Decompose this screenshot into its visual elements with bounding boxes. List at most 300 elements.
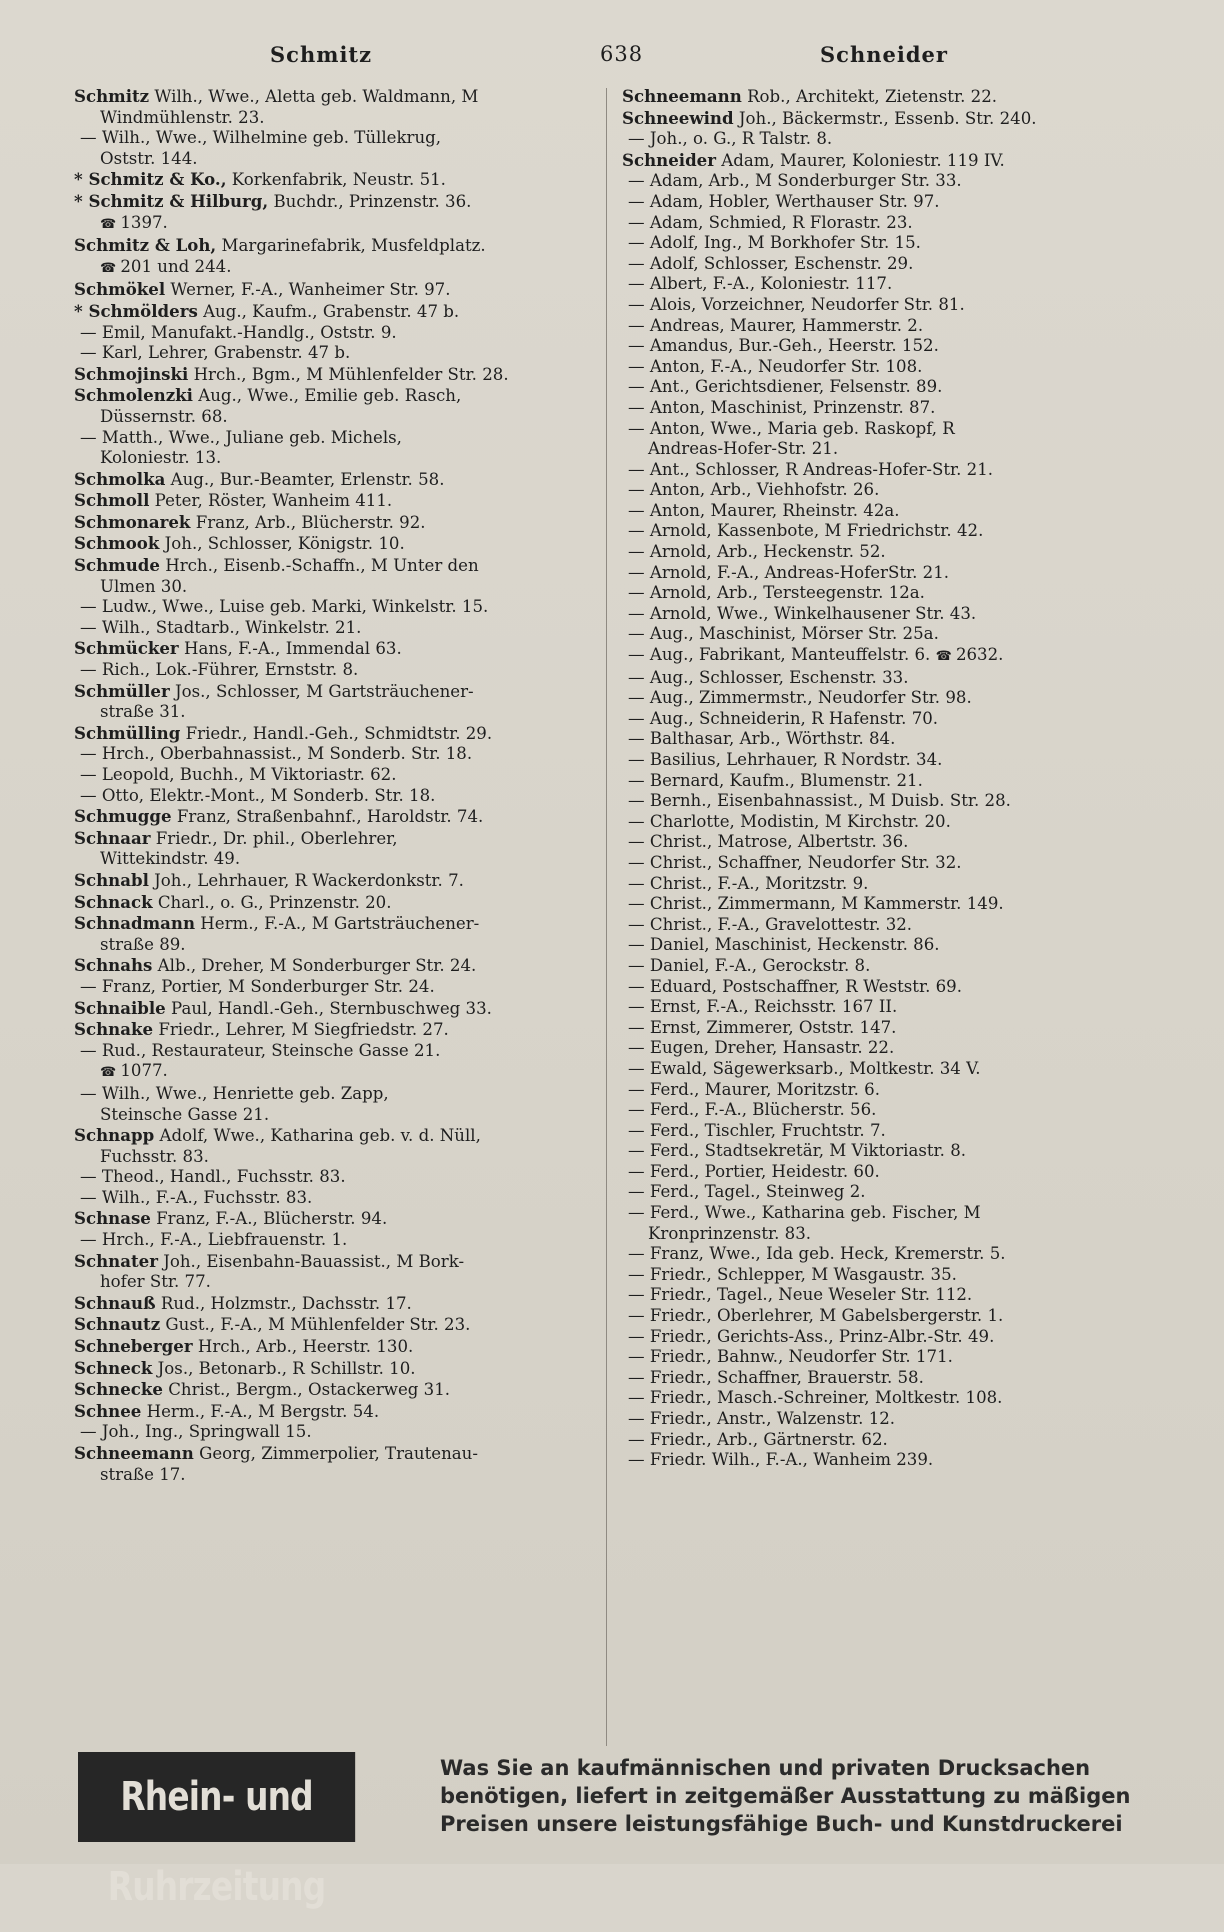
directory-entry — [622, 1368, 1142, 1389]
entry-surname: Schnauß — [74, 1292, 156, 1313]
directory-entry — [622, 1306, 1142, 1327]
directory-entry — [622, 377, 1142, 398]
entry-text: Hans, F.-A., Immendal 63. — [183, 639, 402, 659]
entry-surname: Schneberger — [74, 1336, 193, 1357]
directory-entry — [74, 1167, 604, 1188]
header-left-keyword: Schmitz — [270, 42, 373, 67]
entry-text: straße 31. — [100, 702, 186, 722]
directory-entry — [622, 832, 1142, 853]
header-right-keyword: Schneider — [820, 42, 948, 67]
directory-entry — [74, 828, 604, 850]
entry-text: Georg, Zimmerpolier, Trautenau- — [199, 1444, 478, 1463]
advertisement-text — [440, 1754, 1140, 1838]
entry-text: Adam, Schmied, R Florastr. 23. — [649, 212, 913, 232]
entry-text: Hrch., Arb., Heerstr. 130. — [197, 1337, 414, 1357]
entry-text: Friedr., Handl.-Geh., Schmidtstr. 29. — [185, 723, 493, 743]
entry-text: Daniel, F.-A., Gerockstr. 8. — [649, 955, 871, 975]
entry-surname: Schnabl — [74, 869, 149, 890]
entry-surname: Schmitz — [74, 86, 150, 106]
directory-entry — [622, 688, 1142, 709]
directory-entry — [622, 1018, 1142, 1039]
telephone-number: ☎ 1397. — [100, 213, 168, 232]
entry-text: Ant., Schlosser, R Andreas-Hofer-Str. 21. — [649, 459, 994, 479]
entry-text: Adam, Maurer, Koloniestr. 119 IV. — [721, 150, 1005, 170]
directory-entry — [622, 1327, 1142, 1348]
entry-text: Andreas, Maurer, Hammerstr. 2. — [649, 315, 924, 335]
entry-text: Amandus, Bur.-Geh., Heerstr. 152. — [649, 336, 939, 356]
directory-entry — [74, 765, 604, 786]
entry-text: Karl, Lehrer, Grabenstr. 47 b. — [101, 343, 351, 363]
entry-text: Ferd., Maurer, Moritzstr. 6. — [649, 1079, 880, 1099]
entry-surname: Schmolenzki — [74, 385, 193, 406]
directory-entry — [622, 86, 1142, 108]
directory-entry — [74, 892, 604, 914]
entry-text: Alb., Dreher, M Sonderburger Str. 24. — [157, 956, 477, 976]
directory-entry — [74, 213, 604, 236]
directory-entry — [622, 1224, 1142, 1245]
entry-text: Emil, Manufakt.-Handlg., Oststr. 9. — [101, 322, 397, 342]
directory-entry — [622, 668, 1142, 689]
entry-surname: Schnee — [74, 1400, 142, 1421]
entry-text: Friedr. Wilh., F.-A., Wanheim 239. — [649, 1450, 934, 1470]
directory-entry — [74, 555, 604, 577]
directory-entry — [74, 1019, 604, 1041]
directory-entry — [74, 998, 604, 1020]
directory-entry — [622, 1121, 1142, 1142]
entry-text: Jos., Schlosser, M Gartsträuchener- — [174, 681, 474, 701]
directory-entry — [622, 1162, 1142, 1183]
directory-entry — [74, 512, 604, 534]
entry-text: Rob., Architekt, Zietenstr. 22. — [747, 87, 998, 106]
entry-text: Ferd., Wwe., Katharina geb. Fischer, M — [649, 1203, 981, 1223]
directory-entry — [74, 128, 604, 149]
directory-entry — [74, 1251, 604, 1273]
entry-text: Friedr., Schlepper, M Wasgaustr. 35. — [649, 1264, 957, 1284]
directory-entry — [74, 448, 604, 469]
directory-entry — [622, 1265, 1142, 1286]
entry-surname: Schmugge — [74, 806, 172, 827]
entry-text: Fuchsstr. 83. — [100, 1146, 209, 1166]
entry-text: Joh., Bäckermstr., Essenb. Str. 240. — [738, 108, 1037, 128]
directory-entry — [622, 853, 1142, 874]
entry-surname: Schmülling — [74, 722, 181, 743]
entry-text: Adolf, Schlosser, Eschenstr. 29. — [649, 253, 914, 273]
entry-text: Franz, F.-A., Blücherstr. 94. — [156, 1209, 388, 1229]
directory-entry — [622, 1080, 1142, 1101]
entry-text: Eugen, Dreher, Hansastr. 22. — [649, 1038, 895, 1058]
entry-text: Aug., Maschinist, Mörser Str. 25a. — [649, 624, 939, 644]
entry-surname: Schneemann — [74, 1443, 194, 1463]
entry-text: Joh., Eisenbahn-Bauassist., M Bork- — [163, 1251, 465, 1271]
entry-surname: Schmüller — [74, 680, 170, 701]
directory-entry — [622, 1285, 1142, 1306]
entry-surname: Schmonarek — [74, 511, 191, 532]
entry-text: Friedr., Bahnw., Neudorfer Str. 171. — [649, 1347, 953, 1367]
entry-text: Wilh., Wwe., Aletta geb. Waldmann, M — [154, 87, 479, 106]
entry-text: Ant., Gerichtsdiener, Felsenstr. 89. — [649, 377, 943, 397]
directory-entry — [622, 357, 1142, 378]
entry-text: Adam, Hobler, Werthauser Str. 97. — [649, 191, 940, 211]
entry-text: Matth., Wwe., Juliane geb. Michels, — [101, 427, 402, 447]
entry-text: Aug., Fabrikant, Manteuffelstr. 6. — [649, 645, 931, 665]
entry-text: Friedr., Masch.-Schreiner, Moltkestr. 108. — [649, 1388, 1003, 1408]
directory-entry — [622, 604, 1142, 625]
entry-text: Franz, Arb., Blücherstr. 92. — [195, 512, 426, 532]
entry-text: Rud., Restaurateur, Steinsche Gasse 21. — [101, 1040, 441, 1060]
entry-surname: Schnaar — [74, 827, 151, 848]
directory-entry — [622, 1388, 1142, 1409]
entry-text: Arnold, Arb., Tersteegenstr. 12a. — [649, 583, 925, 603]
directory-entry — [622, 1038, 1142, 1059]
entry-text: Rich., Lok.-Führer, Ernststr. 8. — [101, 660, 359, 680]
entry-text: Anton, Maschinist, Prinzenstr. 87. — [649, 397, 936, 417]
directory-entry — [74, 1230, 604, 1251]
column-divider — [606, 88, 607, 1746]
entry-text: Arnold, Arb., Heckenstr. 52. — [649, 542, 886, 562]
directory-entry — [74, 977, 604, 998]
entry-surname: Schnack — [74, 891, 153, 912]
entry-text: straße 17. — [100, 1464, 186, 1484]
entry-text: Aug., Zimmermstr., Neudorfer Str. 98. — [649, 688, 972, 708]
directory-entry — [74, 913, 604, 935]
directory-entry — [622, 563, 1142, 584]
directory-entry — [622, 750, 1142, 771]
directory-entry — [622, 624, 1142, 645]
entry-text: Gust., F.-A., M Mühlenfelder Str. 23. — [165, 1315, 471, 1335]
directory-entry — [74, 638, 604, 660]
directory-entry — [74, 1208, 604, 1230]
entry-text: Hrch., Bgm., M Mühlenfelder Str. 28. — [193, 364, 509, 384]
directory-entry — [622, 480, 1142, 501]
telephone-number: ☎ 2632. — [936, 645, 1004, 664]
entry-text: Werner, F.-A., Wanheimer Str. 97. — [170, 280, 451, 300]
telephone-number: ☎ 1077. — [100, 1061, 168, 1080]
entry-text: Franz, Straßenbahnf., Haroldstr. 74. — [176, 807, 484, 827]
entry-text: Friedr., Dr. phil., Oberlehrer, — [155, 828, 398, 848]
directory-entry — [622, 460, 1142, 481]
directory-entry — [74, 1084, 604, 1105]
directory-entry — [622, 129, 1142, 150]
directory-entry — [74, 577, 604, 598]
directory-entry — [74, 385, 604, 407]
directory-entry — [622, 336, 1142, 357]
entry-text: Koloniestr. 13. — [100, 448, 222, 468]
directory-entry — [622, 1203, 1142, 1224]
directory-entry — [74, 1465, 604, 1486]
directory-entry — [74, 1272, 604, 1293]
directory-entry — [74, 1336, 604, 1358]
directory-entry — [74, 786, 604, 807]
directory-entry — [74, 1422, 604, 1443]
entry-text: Bernh., Eisenbahnassist., M Duisb. Str. 28. — [649, 791, 1011, 811]
entry-text: Ferd., Tagel., Steinweg 2. — [649, 1182, 866, 1202]
entry-text: Ernst, Zimmerer, Oststr. 147. — [649, 1017, 897, 1037]
ad-line: Preisen unsere leistungsfähige Buch- und Kunstdruckerei — [440, 1812, 1123, 1836]
newspaper-logo: Rhein- und Ruhrzeitung — [78, 1752, 355, 1842]
left-column — [74, 86, 604, 1485]
entry-text: Adam, Arb., M Sonderburger Str. 33. — [649, 171, 962, 191]
entry-surname: Schneewind — [622, 107, 734, 128]
ad-line: benötigen, liefert in zeitgemäßer Ausstattung zu mäßigen — [440, 1784, 1131, 1808]
entry-surname: Schnake — [74, 1019, 154, 1040]
entry-text: Aug., Schneiderin, R Hafenstr. 70. — [649, 708, 939, 728]
directory-entry — [622, 729, 1142, 750]
entry-text: Aug., Kaufm., Grabenstr. 47 b. — [203, 301, 460, 321]
directory-entry — [622, 150, 1142, 172]
entry-text: Ferd., F.-A., Blücherstr. 56. — [649, 1100, 877, 1120]
entry-surname: Schmook — [74, 533, 160, 554]
directory-entry — [622, 1059, 1142, 1080]
entry-text: Oststr. 144. — [100, 148, 198, 168]
entry-text: Wilh., Wwe., Wilhelmine geb. Tüllekrug, — [101, 128, 442, 148]
entry-text: Eduard, Postschaffner, R Weststr. 69. — [649, 976, 963, 996]
entry-text: Anton, Maurer, Rheinstr. 42a. — [649, 500, 900, 520]
directory-entry — [622, 874, 1142, 895]
entry-text: Ferd., Tischler, Fruchtstr. 7. — [649, 1120, 886, 1140]
directory-entry — [622, 583, 1142, 604]
entry-text: Buchdr., Prinzenstr. 36. — [273, 191, 472, 211]
directory-entry — [622, 501, 1142, 522]
entry-text: Arnold, F.-A., Andreas-HoferStr. 21. — [649, 562, 950, 582]
entry-text: Basilius, Lehrhauer, R Nordstr. 34. — [649, 750, 943, 769]
directory-entry — [622, 1141, 1142, 1162]
entry-text: Ernst, F.-A., Reichsstr. 167 II. — [649, 997, 898, 1017]
entry-text: Aug., Schlosser, Eschenstr. 33. — [649, 667, 909, 687]
telephone-number: ☎ 201 und 244. — [100, 257, 232, 276]
entry-surname: * Schmitz & Ko., — [74, 169, 227, 190]
entry-text: Anton, Wwe., Maria geb. Raskopf, R — [649, 418, 955, 438]
directory-entry — [622, 398, 1142, 419]
entry-text: Wilh., Stadtarb., Winkelstr. 21. — [101, 617, 362, 637]
directory-entry — [74, 1041, 604, 1062]
entry-text: Steinsche Gasse 21. — [100, 1104, 270, 1124]
directory-entry — [74, 1188, 604, 1209]
directory-entry — [622, 956, 1142, 977]
directory-entry — [622, 812, 1142, 833]
entry-text: Balthasar, Arb., Wörthstr. 84. — [649, 729, 896, 749]
entry-text: Herm., F.-A., M Gartsträuchener- — [200, 914, 480, 934]
entry-surname: Schmolka — [74, 468, 166, 489]
entry-text: Hrch., F.-A., Liebfrauenstr. 1. — [101, 1230, 348, 1250]
directory-entry — [622, 791, 1142, 812]
entry-surname: Schneider — [622, 149, 716, 170]
entry-text: Herm., F.-A., M Bergstr. 54. — [146, 1401, 380, 1421]
directory-entry — [74, 1401, 604, 1423]
directory-entry — [622, 709, 1142, 730]
directory-entry — [622, 439, 1142, 460]
entry-text: Christ., Schaffner, Neudorfer Str. 32. — [649, 852, 962, 872]
directory-entry — [74, 660, 604, 681]
entry-text: Franz, Wwe., Ida geb. Heck, Kremerstr. 5. — [649, 1244, 1006, 1264]
directory-entry — [74, 257, 604, 280]
directory-entry — [74, 428, 604, 449]
directory-entry — [74, 849, 604, 870]
entry-surname: Schnecke — [74, 1379, 163, 1400]
entry-text: Charl., o. G., Prinzenstr. 20. — [157, 892, 392, 912]
directory-entry — [622, 316, 1142, 337]
directory-entry — [622, 192, 1142, 213]
directory-entry — [622, 645, 1142, 668]
entry-text: Düssernstr. 68. — [100, 406, 228, 426]
entry-text: Alois, Vorzeichner, Neudorfer Str. 81. — [649, 294, 965, 314]
entry-text: Adolf, Wwe., Katharina geb. v. d. Nüll, — [159, 1126, 481, 1146]
directory-entry — [74, 108, 604, 129]
directory-entry — [622, 771, 1142, 792]
page-number: 638 — [600, 42, 644, 66]
directory-entry — [622, 1100, 1142, 1121]
entry-text: Friedr., Schaffner, Brauerstr. 58. — [649, 1367, 924, 1387]
entry-surname: Schnadmann — [74, 913, 196, 934]
directory-entry — [74, 681, 604, 703]
entry-text: Jos., Betonarb., R Schillstr. 10. — [157, 1358, 416, 1378]
entry-text: Adolf, Ing., M Borkhofer Str. 15. — [649, 233, 921, 253]
directory-entry — [74, 1125, 604, 1147]
entry-text: Otto, Elektr.-Mont., M Sonderb. Str. 18. — [101, 785, 436, 805]
directory-entry — [74, 723, 604, 745]
entry-text: Ulmen 30. — [100, 576, 188, 596]
entry-text: Ferd., Portier, Heidestr. 60. — [649, 1161, 880, 1181]
entry-surname: * Schmölders — [74, 300, 198, 321]
entry-text: Joh., Ing., Springwall 15. — [101, 1422, 312, 1442]
directory-entry — [74, 806, 604, 828]
entry-text: Wilh., F.-A., Fuchsstr. 83. — [101, 1187, 313, 1207]
directory-entry — [74, 469, 604, 491]
directory-entry — [74, 343, 604, 364]
entry-surname: Schnautz — [74, 1314, 161, 1335]
entry-text: Peter, Röster, Wanheim 411. — [154, 491, 393, 511]
entry-text: Christ., Zimmermann, M Kammerstr. 149. — [649, 894, 1004, 914]
entry-text: Windmühlenstr. 23. — [100, 107, 265, 127]
directory-entry — [74, 744, 604, 765]
entry-text: Anton, F.-A., Neudorfer Str. 108. — [649, 356, 923, 376]
directory-entry — [74, 597, 604, 618]
directory-entry — [74, 533, 604, 555]
entry-text: Christ., F.-A., Gravelottestr. 32. — [649, 914, 913, 934]
directory-entry — [622, 1409, 1142, 1430]
entry-surname: Schnaible — [74, 997, 166, 1018]
entry-text: Ewald, Sägewerksarb., Moltkestr. 34 V. — [649, 1058, 981, 1078]
entry-text: Arnold, Kassenbote, M Friedrichstr. 42. — [649, 521, 984, 541]
entry-text: Franz, Portier, M Sonderburger Str. 24. — [101, 976, 435, 996]
directory-entry — [74, 301, 604, 323]
directory-entry — [622, 108, 1142, 130]
entry-surname: Schneemann — [622, 86, 742, 106]
directory-entry — [622, 542, 1142, 563]
entry-text: Arnold, Wwe., Winkelhausener Str. 43. — [649, 603, 977, 623]
entry-text: Wilh., Wwe., Henriette geb. Zapp, — [101, 1083, 389, 1103]
entry-surname: * Schmitz & Hilburg, — [74, 190, 269, 211]
entry-surname: Schmoll — [74, 490, 150, 511]
entry-text: Anton, Arb., Viehhofstr. 26. — [649, 480, 880, 500]
entry-text: Charlotte, Modistin, M Kirchstr. 20. — [649, 811, 951, 831]
entry-surname: Schnater — [74, 1250, 158, 1271]
entry-text: Albert, F.-A., Koloniestr. 117. — [649, 274, 893, 294]
directory-entry — [622, 171, 1142, 192]
directory-entry — [74, 955, 604, 977]
entry-surname: Schnapp — [74, 1125, 155, 1146]
directory-entry — [74, 1061, 604, 1084]
entry-text: Kronprinzenstr. 83. — [648, 1223, 812, 1243]
entry-text: Joh., o. G., R Talstr. 8. — [649, 129, 833, 149]
entry-text: Paul, Handl.-Geh., Sternbuschweg 33. — [171, 998, 492, 1018]
directory-entry — [74, 1358, 604, 1380]
entry-surname: Schmojinski — [74, 363, 189, 384]
right-column — [622, 86, 1142, 1471]
entry-text: Friedr., Anstr., Walzenstr. 12. — [649, 1409, 896, 1428]
entry-text: Ludw., Wwe., Luise geb. Marki, Winkelstr. 15. — [101, 597, 489, 617]
entry-text: straße 89. — [100, 934, 186, 954]
entry-text: Friedr., Lehrer, M Siegfriedstr. 27. — [158, 1020, 449, 1040]
directory-entry — [622, 1450, 1142, 1471]
entry-surname: Schmücker — [74, 638, 179, 659]
directory-entry — [74, 1147, 604, 1168]
ad-line: Was Sie an kaufmännischen und privaten Drucksachen — [440, 1756, 1091, 1780]
advertisement — [78, 1752, 1138, 1910]
entry-surname: Schmude — [74, 555, 160, 576]
entry-text: Andreas-Hofer-Str. 21. — [648, 439, 839, 459]
entry-surname: Schnase — [74, 1208, 151, 1229]
directory-entry — [622, 977, 1142, 998]
entry-text: Christ., F.-A., Moritzstr. 9. — [649, 873, 869, 893]
entry-text: Friedr., Gerichts-Ass., Prinz-Albr.-Str. 49. — [649, 1326, 995, 1346]
directory-entry — [622, 419, 1142, 440]
entry-text: Aug., Bur.-Beamter, Erlenstr. 58. — [170, 469, 445, 489]
entry-text: Ferd., Stadtsekretär, M Viktoriastr. 8. — [649, 1141, 967, 1161]
directory-entry — [74, 323, 604, 344]
entry-text: Hrch., Eisenb.-Schaffn., M Unter den — [165, 556, 479, 576]
directory-entry — [74, 1443, 604, 1465]
entry-text: Friedr., Tagel., Neue Weseler Str. 112. — [649, 1285, 973, 1305]
directory-entry — [622, 935, 1142, 956]
entry-text: Joh., Lehrhauer, R Wackerdonkstr. 7. — [154, 870, 464, 890]
directory-entry — [74, 407, 604, 428]
entry-text: Korkenfabrik, Neustr. 51. — [231, 170, 446, 190]
entry-text: Friedr., Arb., Gärtnerstr. 62. — [649, 1429, 888, 1449]
directory-entry — [622, 915, 1142, 936]
entry-text: Aug., Wwe., Emilie geb. Rasch, — [198, 386, 462, 406]
directory-entry — [74, 1314, 604, 1336]
directory-entry — [74, 364, 604, 386]
entry-text: Hrch., Oberbahnassist., M Sonderb. Str. 18. — [101, 744, 473, 764]
entry-text: Friedr., Oberlehrer, M Gabelsbergerstr. 1. — [649, 1306, 1004, 1326]
entry-text: Leopold, Buchh., M Viktoriastr. 62. — [101, 765, 397, 784]
directory-entry — [622, 1347, 1142, 1368]
directory-entry — [74, 86, 604, 108]
directory-entry — [74, 1105, 604, 1126]
directory-entry — [622, 1182, 1142, 1203]
directory-entry — [622, 254, 1142, 275]
directory-entry — [74, 279, 604, 301]
entry-text: Daniel, Maschinist, Heckenstr. 86. — [649, 935, 940, 955]
directory-entry — [74, 149, 604, 170]
directory-entry — [622, 1244, 1142, 1265]
directory-entry — [74, 490, 604, 512]
directory-entry — [622, 521, 1142, 542]
directory-entry — [622, 894, 1142, 915]
directory-entry — [74, 935, 604, 956]
directory-entry — [74, 1293, 604, 1315]
directory-entry — [74, 169, 604, 191]
entry-text: hofer Str. 77. — [100, 1272, 211, 1292]
entry-text: Wittekindstr. 49. — [100, 849, 241, 869]
entry-text: Bernard, Kaufm., Blumenstr. 21. — [649, 770, 923, 790]
directory-entry — [622, 295, 1142, 316]
entry-text: Christ., Matrose, Albertstr. 36. — [649, 832, 909, 852]
entry-text: Rud., Holzmstr., Dachsstr. 17. — [160, 1293, 412, 1313]
directory-entry — [622, 997, 1142, 1018]
directory-entry — [622, 1430, 1142, 1451]
directory-entry — [74, 618, 604, 639]
